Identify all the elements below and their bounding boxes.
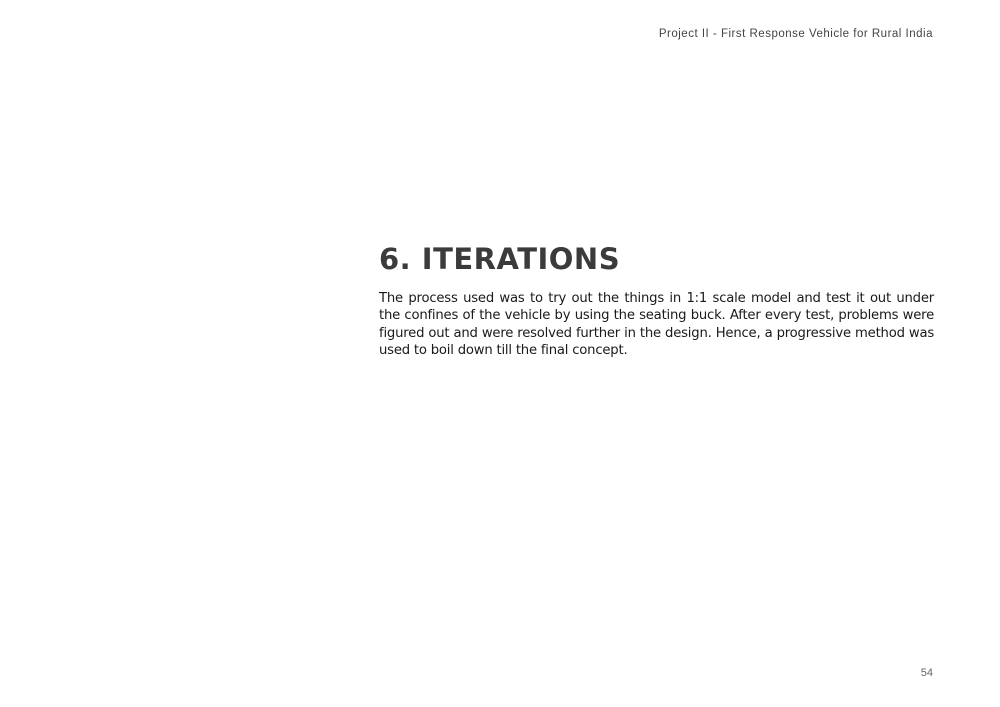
section-body-paragraph: The process used was to try out the things in 1:1 scale model and test it out under the confines of the vehicle by using the seating buck. After every test, problems were figured out and were resolved further in the design. Hence, a progressive method was used to boil down till the final concept.: [379, 291, 934, 358]
section-title: 6. ITERATIONS: [379, 242, 621, 276]
page-number: 54: [920, 667, 933, 679]
running-header-title: Project II - First Response Vehicle for Rural India: [658, 28, 933, 40]
iterations-section: [379, 240, 934, 359]
